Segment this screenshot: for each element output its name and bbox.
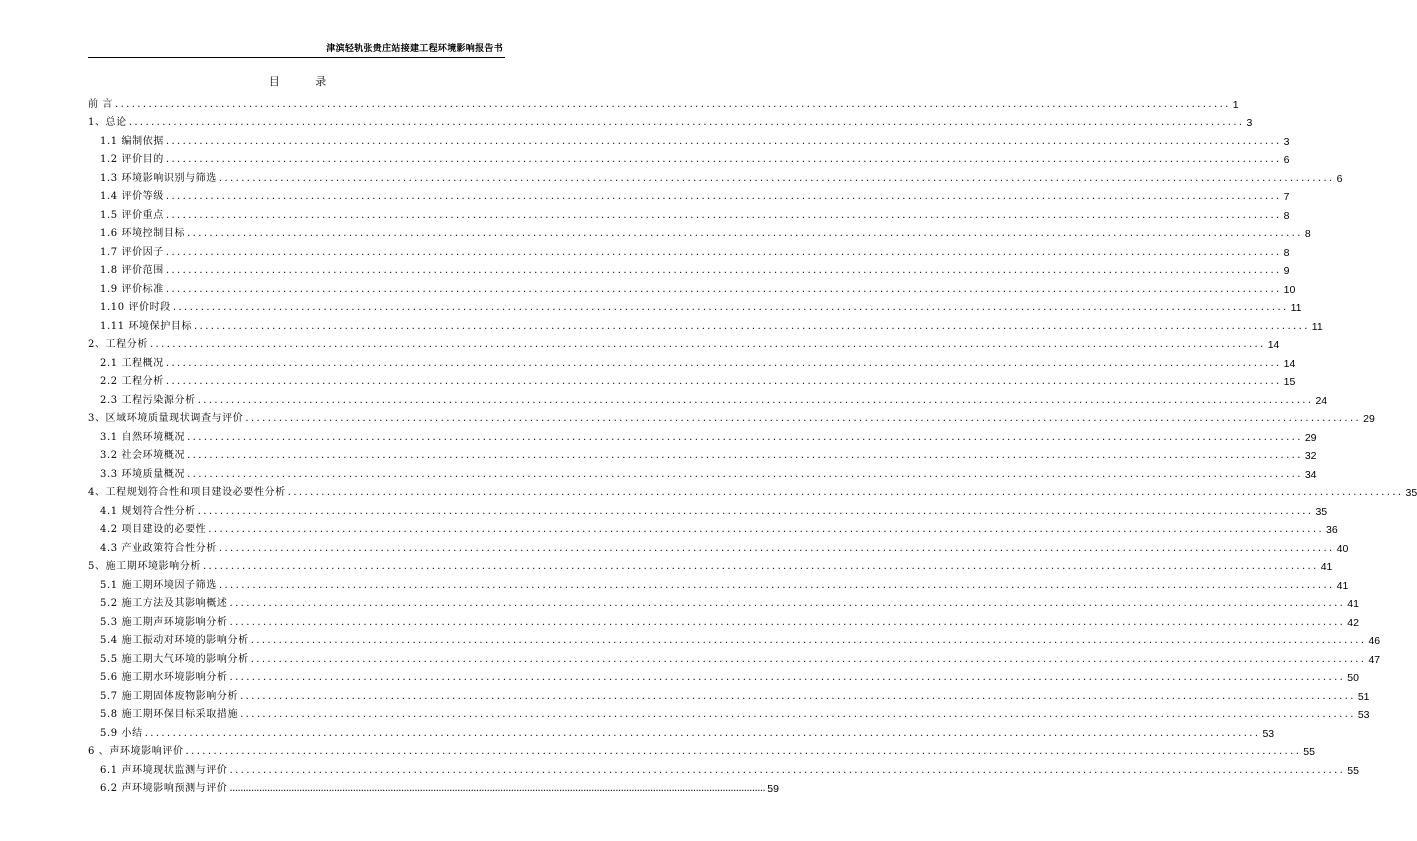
toc-leader-dots: ........................................................................................................................................................................................................ xyxy=(187,468,1303,480)
toc-entry-page: 14 xyxy=(1283,357,1296,370)
toc-entry-title: 5.3 施工期声环境影响分析 xyxy=(100,616,228,628)
toc-entry-title: 5.8 施工期环保目标采取措施 xyxy=(100,709,239,720)
toc-entry-page: 1 xyxy=(1232,98,1239,111)
toc-entry-title: 5.6 施工期水环境影响分析 xyxy=(100,672,228,683)
toc-entry[interactable] xyxy=(88,351,1296,370)
toc-leader-dots: ........................................................................................................................................................................................................ xyxy=(229,783,766,794)
toc-entry[interactable] xyxy=(88,740,1315,759)
toc-entry-title: 5.4 施工振动对环境的影响分析 xyxy=(100,635,249,646)
toc-leader-dots: ........................................................................................................................................................................................................ xyxy=(218,579,1335,591)
toc-entry-title: 1.2 评价目的 xyxy=(100,154,164,165)
toc-entry-page: 55 xyxy=(1347,764,1359,777)
toc-entry[interactable] xyxy=(88,684,1370,703)
toc-entry[interactable] xyxy=(88,166,1343,185)
toc-leader-dots: ........................................................................................................................................................................................................ xyxy=(287,487,1404,498)
toc-entry-page: 14 xyxy=(1267,339,1280,351)
toc-entry-title: 6.1 声环境现状监测与评价 xyxy=(100,764,228,776)
toc-entry-page: 24 xyxy=(1315,394,1328,407)
toc-entry-page: 53 xyxy=(1357,709,1370,721)
toc-entry-page: 36 xyxy=(1326,524,1338,536)
toc-entry-page: 29 xyxy=(1304,431,1317,444)
toc-entry-title: 1.4 评价等级 xyxy=(100,191,164,202)
toc-entry[interactable] xyxy=(88,388,1328,407)
toc-leader-dots: ........................................................................................................................................................................................................ xyxy=(165,376,1282,387)
toc-entry-page: 41 xyxy=(1320,561,1333,573)
toc-entry-title: 5.5 施工期大气环境的影响分析 xyxy=(100,653,249,665)
toc-leader-dots: ........................................................................................................................................................................................................ xyxy=(197,394,1314,406)
toc-entry-title: 2.1 工程概况 xyxy=(100,357,164,369)
table-of-contents xyxy=(88,92,1417,795)
toc-entry-page: 3 xyxy=(1246,117,1253,129)
toc-entry-title: 前 言 xyxy=(88,98,113,110)
toc-entry-title: 3、区域环境质量现状调查与评价 xyxy=(88,413,244,424)
toc-leader-dots: ........................................................................................................................................................................................................ xyxy=(187,450,1303,461)
toc-entry-title: 3.2 社会环境概况 xyxy=(100,450,186,461)
toc-leader-dots: ........................................................................................................................................................................................................ xyxy=(165,191,1282,202)
toc-entry[interactable] xyxy=(88,111,1253,130)
toc-entry-page: 8 xyxy=(1283,246,1290,259)
toc-entry-title: 5.7 施工期固体废物影响分析 xyxy=(100,690,239,702)
toc-entry-page: 6 xyxy=(1336,172,1343,185)
toc-entry-page: 55 xyxy=(1303,746,1315,758)
toc-entry-title: 5.9 小结 xyxy=(100,727,143,739)
toc-entry[interactable] xyxy=(88,185,1290,204)
toc-entry-title: 4.1 规划符合性分析 xyxy=(100,505,196,517)
toc-entry-page: 59 xyxy=(767,783,779,795)
toc-leader-dots: ........................................................................................................................................................................................................ xyxy=(165,154,1282,165)
toc-entry-title: 1.10 评价时段 xyxy=(100,302,171,313)
toc-entry[interactable] xyxy=(88,370,1296,389)
toc-entry-title: 4.2 项目建设的必要性 xyxy=(100,524,207,535)
toc-leader-dots: ........................................................................................................................................................................................................ xyxy=(218,542,1335,554)
toc-entry[interactable] xyxy=(88,296,1302,315)
toc-entry-title: 3.1 自然环境概况 xyxy=(100,431,186,443)
toc-entry[interactable] xyxy=(88,518,1338,537)
toc-entry[interactable] xyxy=(88,777,779,796)
toc-entry[interactable] xyxy=(88,203,1290,222)
toc-entry-page: 41 xyxy=(1336,579,1349,592)
toc-leader-dots: ........................................................................................................................................................................................................ xyxy=(172,302,1289,313)
toc-entry[interactable] xyxy=(88,333,1280,352)
toc-entry[interactable] xyxy=(88,148,1290,167)
toc-entry-page: 3 xyxy=(1283,135,1290,148)
toc-entry[interactable] xyxy=(88,666,1359,685)
toc-entry-title: 2、工程分析 xyxy=(88,339,148,350)
toc-leader-dots: ........................................................................................................................................................................................................ xyxy=(229,672,1346,683)
toc-entry[interactable] xyxy=(88,629,1381,648)
toc-entry-page: 7 xyxy=(1283,191,1290,203)
toc-entry-page: 11 xyxy=(1290,302,1302,314)
toc-entry-title: 1.11 环境保护目标 xyxy=(100,320,193,332)
toc-entry-page: 51 xyxy=(1357,690,1370,703)
toc-leader-dots: ........................................................................................................................................................................................................ xyxy=(149,339,1266,350)
toc-entry-page: 41 xyxy=(1347,598,1359,610)
toc-entry-page: 10 xyxy=(1283,283,1296,296)
toc-entry[interactable] xyxy=(88,92,1239,111)
toc-entry-title: 1.5 评价重点 xyxy=(100,209,164,221)
toc-entry-title: 5.1 施工期环境因子筛选 xyxy=(100,579,217,591)
toc-entry[interactable] xyxy=(88,499,1328,518)
toc-entry-page: 50 xyxy=(1347,672,1359,684)
toc-entry-page: 8 xyxy=(1283,209,1290,222)
toc-leader-dots: ........................................................................................................................................................................................................ xyxy=(187,431,1303,443)
toc-entry[interactable] xyxy=(88,647,1381,666)
toc-leader-dots: ........................................................................................................................................................................................................ xyxy=(245,413,1362,424)
toc-leader-dots: ........................................................................................................................................................................................................ xyxy=(128,117,1245,128)
toc-entry[interactable] xyxy=(88,721,1275,740)
toc-leader-dots: ........................................................................................................................................................................................................ xyxy=(165,283,1282,295)
toc-entry-title: 5.2 施工方法及其影响概述 xyxy=(100,598,228,609)
toc-entry-page: 53 xyxy=(1262,727,1275,740)
toc-entry[interactable] xyxy=(88,314,1323,333)
page-header xyxy=(88,39,505,58)
toc-leader-dots: ........................................................................................................................................................................................................ xyxy=(165,209,1282,221)
toc-entry-page: 6 xyxy=(1283,154,1290,166)
toc-entry[interactable] xyxy=(88,425,1317,444)
toc-entry-page: 11 xyxy=(1311,320,1323,333)
toc-entry[interactable] xyxy=(88,277,1296,296)
toc-leader-dots: ........................................................................................................................................................................................................ xyxy=(144,727,1261,739)
toc-leader-dots: ........................................................................................................................................................................................................ xyxy=(165,357,1282,369)
toc-leader-dots: ........................................................................................................................................................................................................ xyxy=(165,246,1282,258)
toc-entry-title: 1.7 评价因子 xyxy=(100,246,164,258)
toc-leader-dots: ........................................................................................................................................................................................................ xyxy=(185,746,1302,757)
toc-title: 目 录 xyxy=(268,75,343,88)
toc-entry[interactable] xyxy=(88,129,1290,148)
toc-entry[interactable] xyxy=(88,555,1333,574)
toc-entry-page: 46 xyxy=(1368,635,1381,647)
toc-leader-dots: ........................................................................................................................................................................................................ xyxy=(218,172,1335,184)
toc-leader-dots: ........................................................................................................................................................................................................ xyxy=(229,764,1346,776)
toc-entry-title: 1.1 编制依据 xyxy=(100,135,164,147)
toc-entry[interactable] xyxy=(88,259,1290,278)
toc-leader-dots: ........................................................................................................................................................................................................ xyxy=(240,709,1356,720)
toc-leader-dots: ........................................................................................................................................................................................................ xyxy=(208,524,1325,535)
toc-leader-dots: ........................................................................................................................................................................................................ xyxy=(202,561,1319,572)
toc-entry-title: 5、施工期环境影响分析 xyxy=(88,561,201,572)
toc-entry[interactable] xyxy=(88,481,1417,500)
toc-entry[interactable] xyxy=(88,407,1375,426)
toc-leader-dots: ........................................................................................................................................................................................................ xyxy=(229,598,1346,609)
document-title: 津滨轻轨张贵庄站接建工程环境影响报告书 xyxy=(326,44,503,54)
toc-entry[interactable] xyxy=(88,573,1349,592)
toc-entry[interactable] xyxy=(88,610,1359,629)
toc-leader-dots: ........................................................................................................................................................................................................ xyxy=(229,616,1346,628)
toc-leader-dots: ........................................................................................................................................................................................................ xyxy=(250,653,1367,665)
toc-entry-page: 40 xyxy=(1336,542,1349,555)
toc-entry-page: 35 xyxy=(1405,487,1417,499)
toc-entry-page: 9 xyxy=(1283,265,1290,277)
toc-entry-title: 2.3 工程污染源分析 xyxy=(100,394,196,406)
toc-leader-dots: ........................................................................................................................................................................................................ xyxy=(114,98,1231,110)
toc-entry-title: 6 、声环境影响评价 xyxy=(88,746,184,757)
toc-leader-dots: ........................................................................................................................................................................................................ xyxy=(197,505,1314,517)
toc-entry-page: 29 xyxy=(1363,413,1375,425)
toc-entry-title: 1.8 评价范围 xyxy=(100,265,164,276)
toc-entry-page: 34 xyxy=(1304,468,1317,481)
toc-entry-title: 3.3 环境质量概况 xyxy=(100,468,186,480)
toc-leader-dots: ........................................................................................................................................................................................................ xyxy=(240,690,1356,702)
toc-entry-title: 1.9 评价标准 xyxy=(100,283,164,295)
toc-entry-title: 1、总论 xyxy=(88,117,127,128)
toc-entry-page: 15 xyxy=(1283,376,1296,388)
toc-entry[interactable] xyxy=(88,703,1370,722)
toc-entry-page: 32 xyxy=(1304,450,1317,462)
toc-entry[interactable] xyxy=(88,444,1317,463)
toc-entry-title: 4.3 产业政策符合性分析 xyxy=(100,542,217,554)
toc-entry[interactable] xyxy=(88,592,1359,611)
toc-entry-page: 42 xyxy=(1347,616,1359,629)
toc-entry-title: 6.2 声环境影响预测与评价 xyxy=(100,783,228,794)
toc-entry-title: 2.2 工程分析 xyxy=(100,376,164,387)
toc-entry-page: 47 xyxy=(1368,653,1381,666)
toc-entry-title: 1.6 环境控制目标 xyxy=(100,228,186,239)
toc-leader-dots: ........................................................................................................................................................................................................ xyxy=(250,635,1367,646)
toc-entry[interactable] xyxy=(88,240,1290,259)
toc-entry-title: 4、工程规划符合性和项目建设必要性分析 xyxy=(88,487,286,498)
toc-leader-dots: ........................................................................................................................................................................................................ xyxy=(165,135,1282,147)
toc-entry-page: 8 xyxy=(1304,228,1311,240)
toc-leader-dots: ........................................................................................................................................................................................................ xyxy=(194,320,1310,332)
toc-entry-title: 1.3 环境影响识别与筛选 xyxy=(100,172,217,184)
toc-leader-dots: ........................................................................................................................................................................................................ xyxy=(165,265,1282,276)
toc-entry[interactable] xyxy=(88,462,1317,481)
toc-entry[interactable] xyxy=(88,222,1311,241)
toc-entry[interactable] xyxy=(88,536,1349,555)
toc-leader-dots: ........................................................................................................................................................................................................ xyxy=(187,228,1303,239)
toc-entry[interactable] xyxy=(88,758,1359,777)
toc-entry-page: 35 xyxy=(1315,505,1328,518)
